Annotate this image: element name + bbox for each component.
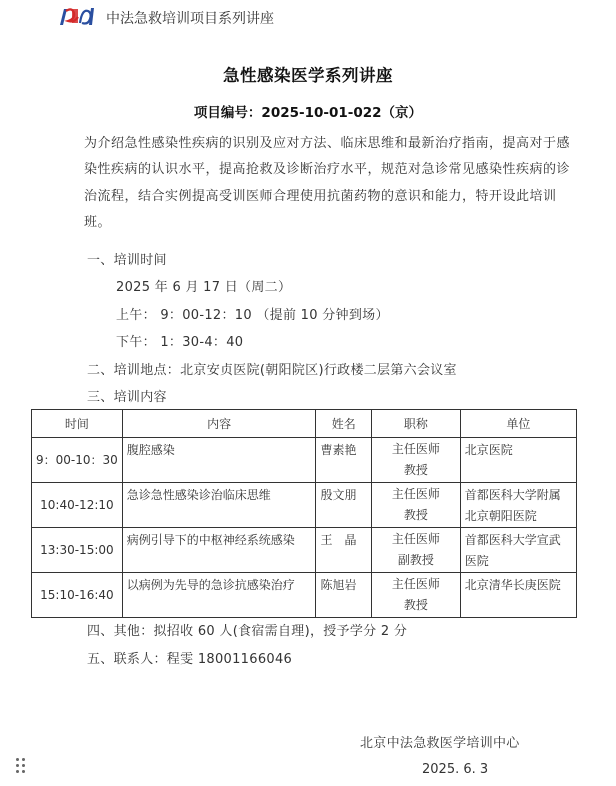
- document-title: 急性感染医学系列讲座: [223, 66, 393, 85]
- cell-name: 殷文朋: [316, 483, 372, 528]
- cell-content: 以病例为先导的急诊抗感染治疗: [122, 573, 316, 618]
- cell-time: 9：00-10：30: [32, 438, 123, 483]
- cell-title: 主任医师 教授: [372, 438, 461, 483]
- cell-title: 主任医师 教授: [372, 573, 461, 618]
- section4-other: 四、其他：拟招收 60 人(食宿需自理)，授予学分 2 分: [87, 624, 408, 639]
- table-row: [32, 483, 577, 528]
- section5-contact: 五、联系人：程雯 18001166046: [87, 652, 293, 667]
- training-afternoon: 下午： 1：30-4：40: [116, 335, 244, 350]
- project-code: 项目编号：2025-10-01-022（京）: [193, 105, 423, 121]
- cell-content: 急诊急性感染诊治临床思维: [122, 483, 316, 528]
- cell-unit: 首都医科大学附属 北京朝阳医院: [460, 483, 576, 528]
- cell-time: 10:40-12:10: [32, 483, 123, 528]
- cell-unit: 北京清华长庚医院: [460, 573, 576, 618]
- cell-name: 王 晶: [316, 528, 372, 573]
- cell-content: 病例引导下的中枢神经系统感染: [122, 528, 316, 573]
- drag-handle-icon[interactable]: [16, 758, 26, 774]
- cell-unit: 北京医院: [460, 438, 576, 483]
- cell-content: 腹腔感染: [122, 438, 316, 483]
- header-title: 中法急救培训项目系列讲座: [106, 11, 274, 27]
- table-row: [32, 438, 577, 483]
- cell-unit: 首都医科大学宣武 医院: [460, 528, 576, 573]
- cell-name: 陈旭岩: [316, 573, 372, 618]
- training-date: 2025 年 6 月 17 日（周二）: [116, 280, 292, 295]
- cell-name: 曹素艳: [316, 438, 372, 483]
- intro-paragraph: 为介绍急性感染性疾病的识别及应对方法、临床思维和最新治疗指南，提高对于感染性疾病的认识水平，提高抢救及诊断治疗水平，规范对急诊常见感染性疾病的诊治流程，结合实例提高受训医师合理使用抗菌药物的意识和能力，特开设此培训班。: [84, 136, 571, 230]
- table-row: [32, 528, 577, 573]
- cell-title: 主任医师 副教授: [372, 528, 461, 573]
- col-header-name: 姓名: [316, 410, 372, 438]
- col-header-title: 职称: [372, 410, 461, 438]
- section1-heading: 一、培训时间: [87, 253, 167, 268]
- page-header: [0, 0, 616, 36]
- training-morning: 上午： 9：00-12：10 （提前 10 分钟到场）: [116, 308, 389, 323]
- section2-location: 二、培训地点：北京安贞医院(朝阳院区)行政楼二层第六会议室: [87, 363, 457, 378]
- signature-date: 2025. 6. 3: [422, 762, 489, 777]
- cell-title: 主任医师 教授: [372, 483, 461, 528]
- signature-org: 北京中法急救医学培训中心: [360, 736, 520, 751]
- table-row: [32, 573, 577, 618]
- col-header-unit: 单位: [460, 410, 576, 438]
- cell-time: 15:10-16:40: [32, 573, 123, 618]
- logo-icon: [58, 5, 96, 27]
- cell-time: 13:30-15:00: [32, 528, 123, 573]
- table-header-row: [32, 410, 577, 438]
- col-header-time: 时间: [32, 410, 123, 438]
- schedule-table: [31, 409, 577, 618]
- section3-heading: 三、培训内容: [87, 390, 167, 405]
- col-header-content: 内容: [122, 410, 316, 438]
